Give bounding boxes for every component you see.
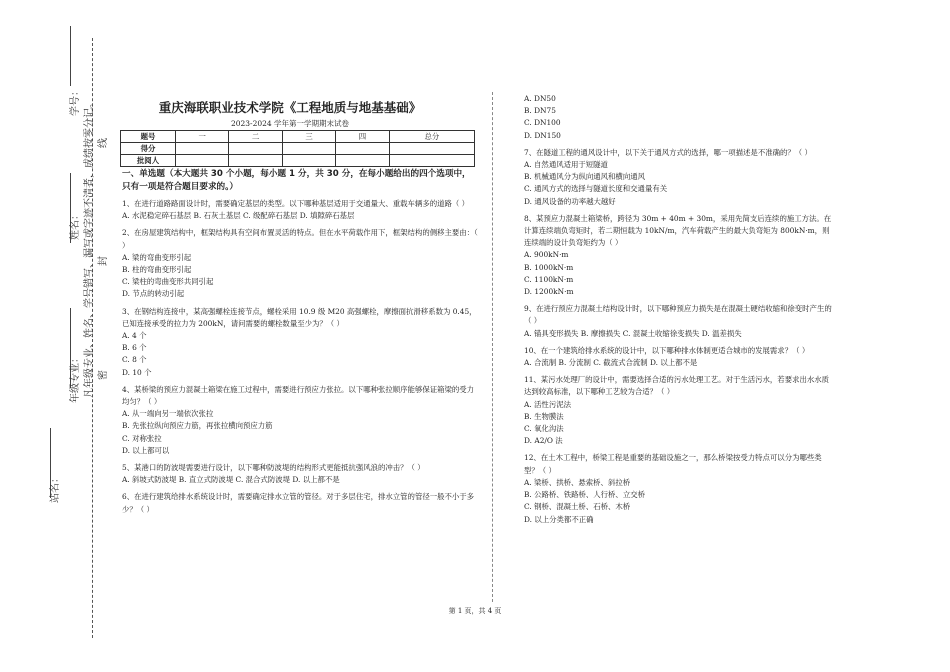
exam-title: 重庆海联职业技术学院《工程地质与地基基础》 bbox=[158, 100, 422, 115]
answer-option[interactable]: C. 钢桥、混凝土桥、石桥、木桥 bbox=[524, 502, 631, 512]
score-header-cell: 总分 bbox=[389, 131, 474, 143]
question-item bbox=[524, 452, 836, 525]
question-item bbox=[122, 491, 478, 515]
question-item bbox=[122, 198, 478, 222]
score-cell[interactable] bbox=[336, 143, 389, 155]
warning-text: 凡年级专业、姓名、学号错写、漏写或字迹不清者，成绩按零分记。 bbox=[84, 98, 95, 398]
answer-option[interactable]: C. 对称张拉 bbox=[122, 433, 162, 443]
score-cell[interactable] bbox=[282, 143, 335, 155]
score-header-cell: 一 bbox=[176, 131, 229, 143]
question-stem: 5、某港口的防波堤需要进行设计，以下哪种防波堤的结构形式更能抵抗强风浪的冲击？（ ） bbox=[122, 463, 425, 473]
left-column bbox=[122, 168, 478, 516]
column-divider bbox=[492, 92, 493, 602]
question-item bbox=[122, 227, 478, 300]
grader-cell[interactable] bbox=[229, 155, 282, 167]
question-stem: 12、在土木工程中，桥梁工程是重要的基础设施之一，那么桥梁按受力特点可以分为哪些类型？（ ） bbox=[524, 453, 822, 475]
answer-option[interactable]: D. 10 个 bbox=[122, 367, 152, 377]
name-label: 姓名： bbox=[70, 210, 81, 240]
answer-option[interactable]: A. 锚具变形损失 B. 摩擦损失 C. 混凝土收缩徐变损失 D. 温差损失 bbox=[524, 328, 742, 338]
answer-option[interactable]: B. 1000kN·m bbox=[524, 262, 574, 272]
score-cell[interactable] bbox=[176, 143, 229, 155]
answer-option[interactable]: C. 8 个 bbox=[122, 355, 147, 365]
answer-option[interactable]: B. DN75 bbox=[524, 106, 556, 116]
answer-option[interactable]: A. 活性污泥法 bbox=[524, 399, 571, 409]
answer-option[interactable]: D. 节点的转动引起 bbox=[122, 289, 185, 299]
answer-option[interactable]: D. A2/O 法 bbox=[524, 436, 563, 446]
question-stem: 3、在钢结构连接中，某高强螺栓连接节点，螺栓采用 10.9 级 M20 高强螺栓，摩擦面抗滑移系数为 0.45，已知连接承受的拉力为 200kN，请问需要的螺栓数量至少为？（ ） bbox=[122, 306, 477, 328]
grader-cell[interactable] bbox=[336, 155, 389, 167]
answer-option[interactable]: B. 6 个 bbox=[122, 343, 147, 353]
question-stem: 4、某桥梁的预应力混凝土箱梁在施工过程中，需要进行预应力张拉。以下哪种张拉顺序能够保证箱梁的受力均匀？（ ） bbox=[122, 384, 475, 407]
score-header-cell: 题号 bbox=[121, 131, 176, 143]
college-label: 站名： bbox=[50, 473, 61, 503]
grader-cell[interactable] bbox=[282, 155, 335, 167]
score-header-cell: 二 bbox=[229, 131, 282, 143]
page-footer: 第 1 页，共 4 页 bbox=[448, 607, 502, 615]
question-stem: 7、在隧道工程的通风设计中，以下关于通风方式的选择，哪一项描述是不准确的？（ ） bbox=[524, 147, 812, 157]
answer-option[interactable]: C. 氧化沟法 bbox=[524, 424, 564, 434]
question-item bbox=[524, 345, 836, 369]
question-item bbox=[122, 306, 478, 379]
answer-option[interactable]: A. DN50 bbox=[524, 94, 556, 103]
question-item bbox=[524, 303, 836, 340]
answer-option[interactable]: B. 先张拉纵向预应力筋，再张拉横向预应力筋 bbox=[122, 421, 273, 431]
seal-mark-3: 线 bbox=[98, 138, 109, 148]
seal-mark-2: 封 bbox=[98, 256, 109, 266]
section-heading: 一、单选题（本大题共 30 个小题，每小题 1 分，共 30 分，在每小题给出的四个选项中，只有一项是符合题目要求的。） bbox=[122, 169, 471, 192]
student-no-line bbox=[70, 26, 71, 86]
answer-option[interactable]: A. 水泥稳定碎石基层 B. 石灰土基层 C. 级配碎石基层 D. 填隙碎石基层 bbox=[122, 211, 355, 221]
question-item bbox=[524, 147, 836, 208]
question-item bbox=[524, 93, 836, 142]
answer-option[interactable]: D. 1200kN·m bbox=[524, 287, 574, 297]
score-header-cell: 三 bbox=[282, 131, 335, 143]
answer-option[interactable]: C. DN100 bbox=[524, 118, 561, 128]
question-item bbox=[122, 384, 478, 457]
answer-option[interactable]: C. 通风方式的选择与隧道长度和交通量有关 bbox=[524, 184, 668, 194]
answer-option[interactable]: B. 机械通风分为纵向通风和横向通风 bbox=[524, 172, 645, 182]
right-column bbox=[524, 93, 836, 526]
question-stem: 6、在进行建筑给排水系统设计时，需要确定排水立管的管径。对于多层住宅，排水立管的管径一般不小于多少？（ ） bbox=[122, 492, 475, 514]
seal-mark-1: 密 bbox=[98, 370, 109, 380]
question-item bbox=[122, 462, 478, 486]
question-stem: 2、在房屋建筑结构中，框架结构具有空间布置灵活的特点。但在水平荷载作用下，框架结构的侧移主要由：（ ） bbox=[122, 228, 478, 250]
right-question-list bbox=[524, 93, 836, 526]
question-stem: 11、某污水处理厂的设计中，需要选择合适的污水处理工艺。对于生活污水，若要求出水水质达到较高标准，以下哪种工艺较为合适？（ ） bbox=[524, 375, 830, 397]
question-stem: 8、某预应力混凝土箱梁桥，跨径为 30m + 40m + 30m，采用先简支后连续的施工方法。在计算连续端负弯矩时，若二期恒载为 10kN/m，汽车荷载产生的最大负弯矩为 800kN·m，则连续端的设计负弯矩约为（ ） bbox=[524, 213, 832, 248]
answer-option[interactable]: A. 梁的弯曲变形引起 bbox=[122, 252, 192, 262]
answer-option[interactable]: C. 梁柱的弯曲变形共同引起 bbox=[122, 277, 214, 287]
answer-option[interactable]: A. 合流制 B. 分流制 C. 截流式合流制 D. 以上都不是 bbox=[524, 358, 698, 368]
question-item bbox=[524, 213, 836, 298]
answer-option[interactable]: A. 4 个 bbox=[122, 331, 147, 341]
answer-option[interactable]: A. 斜坡式防波堤 B. 直立式防波堤 C. 混合式防波堤 D. 以上都不是 bbox=[122, 475, 340, 485]
question-stem: 10、在一个建筑给排水系统的设计中，以下哪种排水体制更适合城市的发展需求？（ ） bbox=[524, 345, 810, 355]
answer-option[interactable]: C. 1100kN·m bbox=[524, 274, 574, 284]
exam-subtitle: 2023-2024 学年第一学期期末试卷 bbox=[230, 119, 350, 128]
grader-cell[interactable] bbox=[389, 155, 474, 167]
score-cell[interactable] bbox=[229, 143, 282, 155]
left-question-list bbox=[122, 198, 478, 516]
score-row-label: 得分 bbox=[121, 143, 176, 155]
grader-row-label: 批阅人 bbox=[121, 155, 176, 167]
answer-option[interactable]: D. 通风设备的功率越大越好 bbox=[524, 196, 616, 206]
answer-option[interactable]: B. 公路桥、铁路桥、人行桥、立交桥 bbox=[524, 490, 645, 500]
score-cell[interactable] bbox=[389, 143, 474, 155]
answer-option[interactable]: A. 自然通风适用于短隧道 bbox=[524, 160, 608, 170]
question-item bbox=[524, 374, 836, 447]
answer-option[interactable]: A. 梁桥、拱桥、悬索桥、斜拉桥 bbox=[524, 477, 631, 487]
answer-option[interactable]: D. 以上都可以 bbox=[122, 445, 170, 455]
answer-option[interactable]: D. DN150 bbox=[524, 130, 561, 140]
question-stem: 9、在进行预应力混凝土结构设计时，以下哪种预应力损失是在混凝土硬结收缩和徐变时产生的（ ） bbox=[524, 304, 832, 326]
answer-option[interactable]: A. 从一端向另一端依次张拉 bbox=[122, 409, 214, 419]
binding-margin bbox=[18, 8, 109, 648]
student-no-label: 学号： bbox=[70, 86, 81, 116]
grader-cell[interactable] bbox=[176, 155, 229, 167]
answer-option[interactable]: D. 以上分类都不正确 bbox=[524, 514, 594, 524]
answer-option[interactable]: A. 900kN·m bbox=[524, 250, 569, 260]
question-stem: 1、在进行道路路面设计时，需要确定基层的类型。以下哪种基层适用于交通量大、重载车辆多的道路（ ） bbox=[122, 199, 470, 208]
grade-major-label: 年级专业： bbox=[70, 353, 81, 403]
score-table bbox=[120, 130, 475, 167]
score-header-cell: 四 bbox=[336, 131, 389, 143]
answer-option[interactable]: B. 柱的弯曲变形引起 bbox=[122, 265, 192, 275]
answer-option[interactable]: B. 生物膜法 bbox=[524, 411, 564, 421]
